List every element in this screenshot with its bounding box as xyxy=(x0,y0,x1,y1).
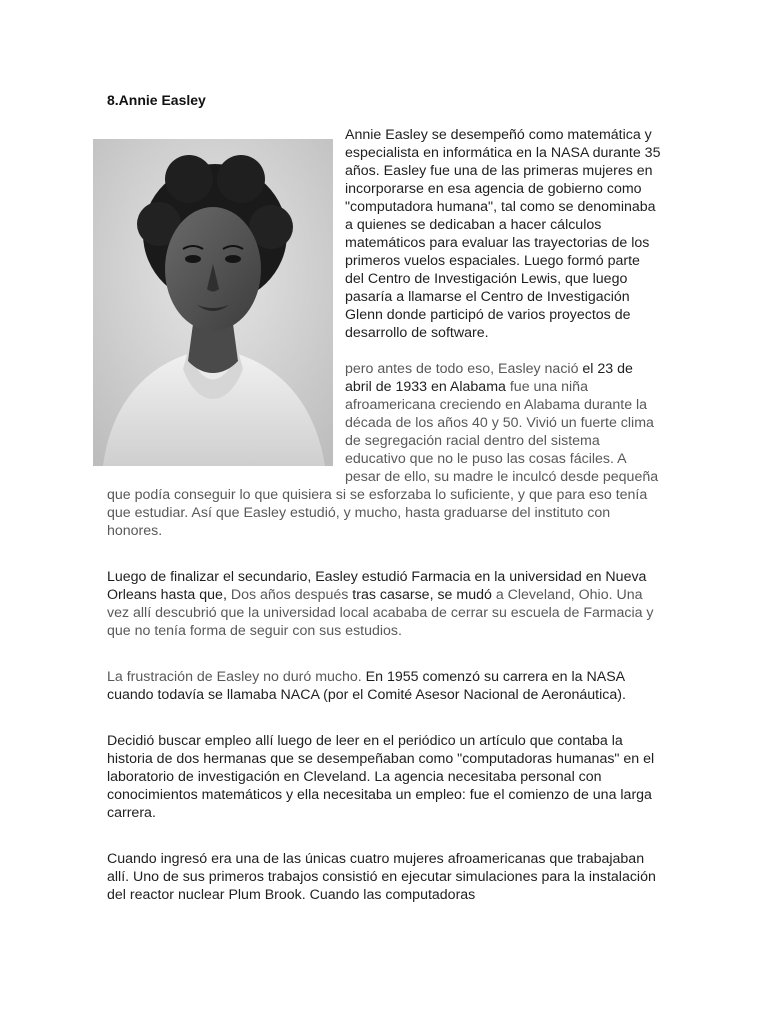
image-wrap-spacer xyxy=(107,126,345,470)
paragraph-early-life-part-b: el 23 de abril de 1933 en Alabama xyxy=(345,361,633,395)
paragraph-studies-part-c: tras casarse, se mudó xyxy=(348,587,496,603)
paragraph-nasa-start-part-a: La frustración de Easley no duró mucho. xyxy=(107,669,362,685)
paragraph-studies-part-a: Luego de finalizar el secundario, Easley estudió Farmacia en la universidad en Nueva Orleans hasta que, xyxy=(107,569,647,603)
paragraph-studies-part-d: a Cleveland, Ohio. Una vez allí descubrió que la universidad local acababa de cerrar su escuela de Farmacia y que no tenía forma de seguir con sus estudios. xyxy=(107,587,654,639)
paragraph-intro: Annie Easley se desempeñó como matemática y especialista en informática en la NASA durante 35 años. Easley fue una de las primeras mujeres en incorporarse en esa agencia de gobierno como "computadora humana", tal como se denominaba a quienes se dedicaban a hacer cálculos matemáticos para evaluar las trayectorias de los primeros vuelos espaciales. Luego formó parte del Centro de Investigación Lewis, que luego pasaría a llamarse el Centro de Investigación Glenn donde participó de varios proyectos de desarrollo de software. xyxy=(345,127,661,341)
paragraph-job-search: Decidió buscar empleo allí luego de leer en el periódico un artículo que contaba la historia de dos hermanas que se desempeñaban como "computadoras humanas" en el laboratorio de investigación en Cleveland. La agencia necesitaba personal con conocimientos matemáticos y ella necesitaba un empleo: fue el comienzo de una larga carrera. xyxy=(107,733,655,821)
paragraph-nasa-start xyxy=(107,668,662,704)
paragraph-studies-part-b: Dos años después xyxy=(230,587,349,603)
paragraph-nasa-start-part-b: En 1955 comenzó su carrera en la NASA cuando todavía se llamaba NACA (por el Comité Asesor Nacional de Aeronáutica). xyxy=(107,669,626,703)
paragraph-early-life-part-c: fue una niña afroamericana creciendo en Alabama durante la década de los años 40 y 50. Vivió un fuerte clima de segregación racial dentro del sistema educativo que no le puso las cosas fáciles. A pesar de ello, su madre le inculcó desde pequeña que podía conseguir lo que quisiera si se esforzaba lo suficiente, y que para eso tenía que estudiar. Así que Easley estudió, y mucho, hasta graduarse del instituto con honores. xyxy=(107,379,659,539)
article-body xyxy=(107,126,662,904)
paragraph-early-life-part-a: pero antes de todo eso, Easley nació xyxy=(345,361,583,377)
paragraph-studies xyxy=(107,568,662,640)
page-title: 8.Annie Easley xyxy=(107,92,206,108)
paragraph-first-jobs: Cuando ingresó era una de las únicas cuatro mujeres afroamericanas que trabajaban allí. Uno de sus primeros trabajos consistió en ejecutar simulaciones para la instalación del reactor nuclear Plum Brook. Cuando las computadoras xyxy=(107,851,656,903)
